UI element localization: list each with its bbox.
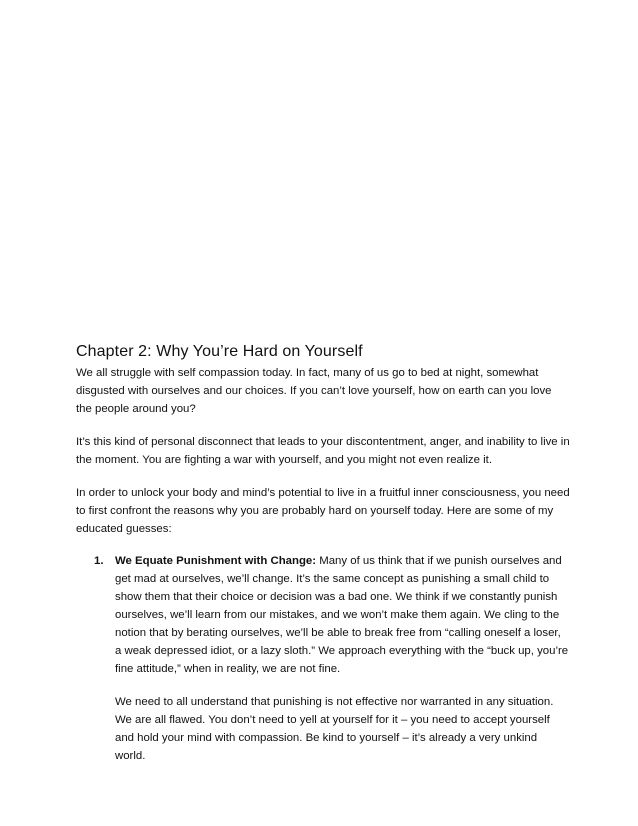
list-item-paragraph [115,552,570,678]
list-item [76,552,570,765]
disconnect-paragraph: It’s this kind of personal disconnect that leads to your discontentment, anger, and inability to live in the moment. You are fighting a war with yourself, and you might not even realize it. [76,436,570,466]
chapter-content [76,341,570,780]
intro-paragraph: We all struggle with self compassion today. In fact, many of us go to bed at night, somewhat disgusted with ourselves and our choices. If you can’t love yourself, how on earth can you love the people around you? [76,367,552,415]
list-item-followup-paragraph: We need to all understand that punishing is not effective nor warranted in any situation. We are all flawed. You don’t need to yell at yourself for it – you need to accept yourself and hold your mind with compassion. Be kind to yourself – it’s already a very unkind world. [115,696,554,762]
reasons-list [76,552,570,765]
list-item-number: 1. [94,555,104,567]
chapter-title: Chapter 2: Why You’re Hard on Yourself [76,343,363,360]
list-item-body: Many of us think that if we punish ourselves and get mad at ourselves, we’ll change. It’s the same concept as punishing a small child to show them that their choice or decision was a bad one. We think if we constantly punish ourselves, we’ll learn from our mistakes, and we won’t make them again. We cling to the notion that by berating ourselves, we’ll be able to break free from “calling oneself a loser, a weak depressed idiot, or a lazy sloth.” We approach everything with the “buck up, you’re fine attitude,” when in reality, we are not fine. [115,555,569,675]
list-item-heading: We Equate Punishment with Change: [115,555,317,567]
reasons-intro-paragraph: In order to unlock your body and mind’s potential to live in a fruitful inner consciousness, you need to first confront the reasons why you are probably hard on yourself today. Here are some of my educated guesses: [76,487,570,535]
